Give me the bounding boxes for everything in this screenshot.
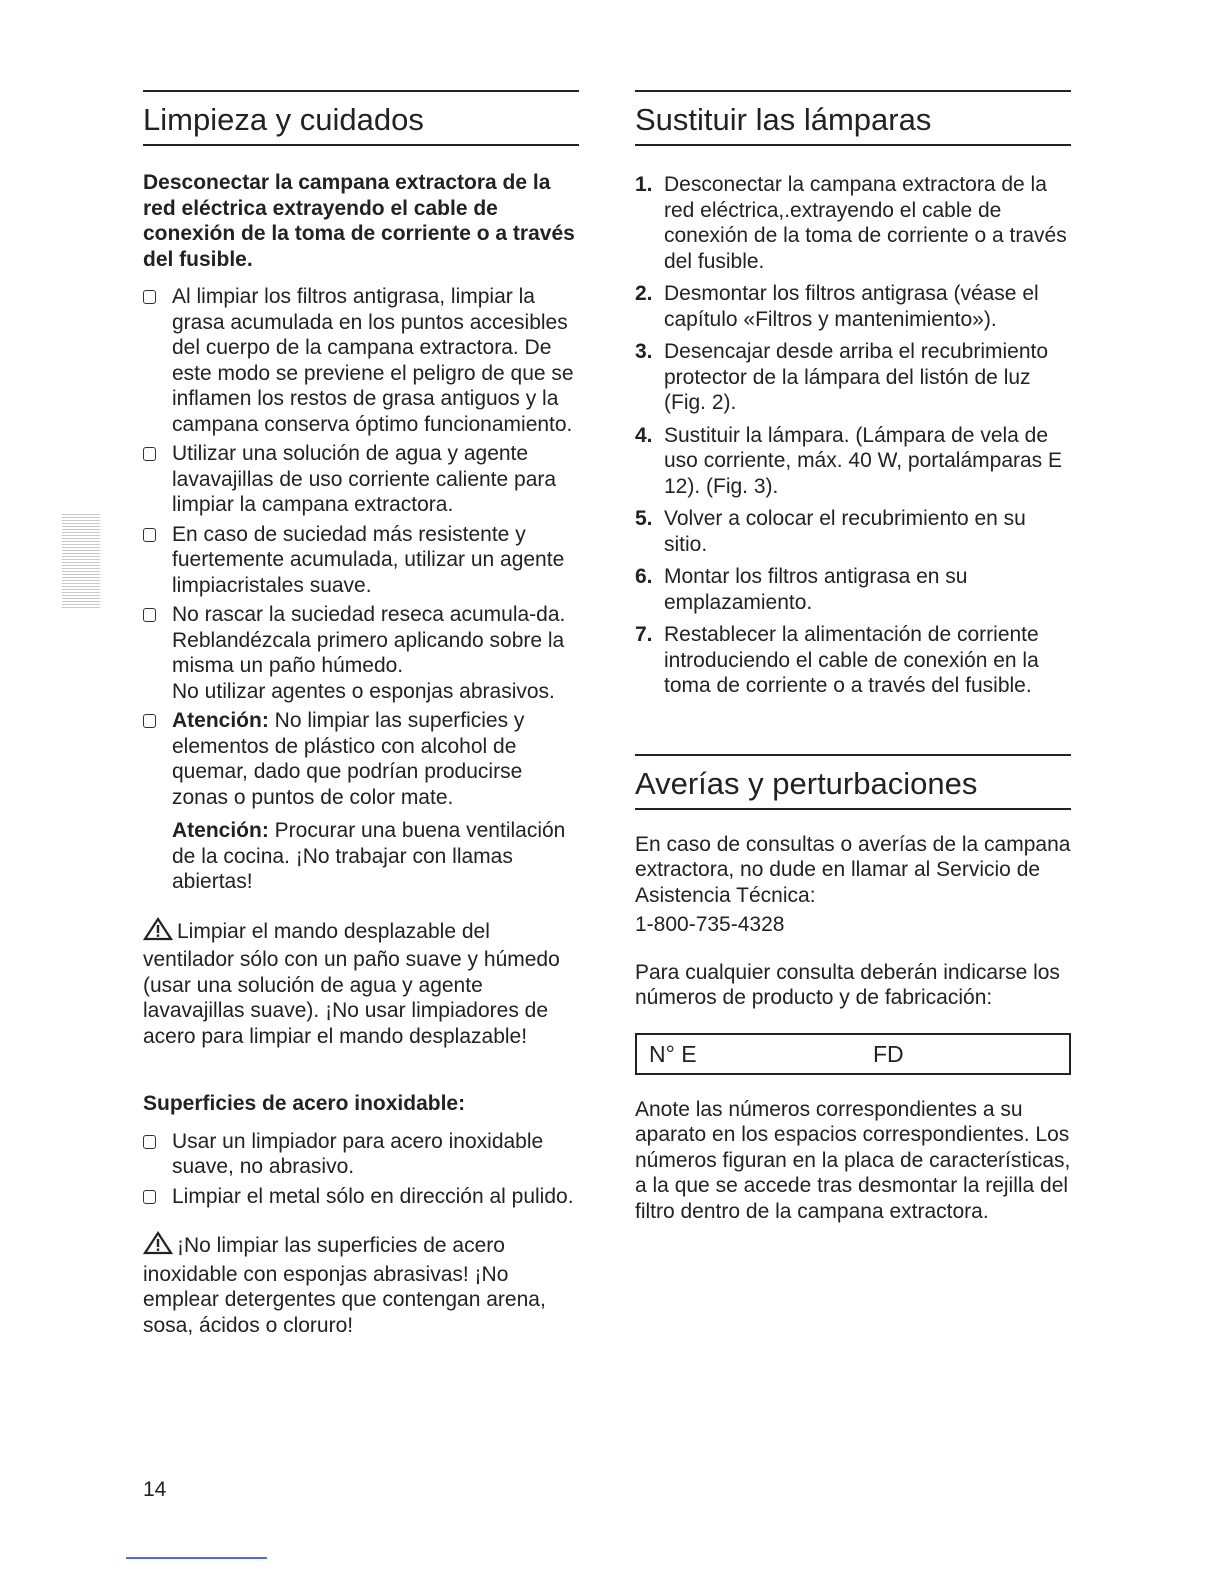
list-item: 2. Desmontar los filtros antigrasa (véase el capítulo «Filtros y mantenimiento»). — [635, 282, 1039, 331]
list-item: No rascar la suciedad reseca acumula-da. Reblandézcala primero aplicando sobre la misma un paño húmedo. No utilizar agentes o esponjas abrasivos. — [143, 602, 579, 704]
list-item: Al limpiar los filtros antigrasa, limpiar la grasa acumulada en los puntos accesibles del cuerpo de la campana extractora. De este modo se previene el peligro de que se inflamen los restos de grasa antiguos y la campana conserva óptimo funcionamiento. — [143, 284, 579, 437]
list-item: Limpiar el metal sólo en dirección al pulido. — [143, 1184, 579, 1210]
checkbox-bullet-icon — [143, 447, 156, 461]
section-title-faults: Averías y perturbaciones — [635, 754, 1071, 810]
checkbox-bullet-icon — [143, 1135, 156, 1149]
fd-number-label: FD — [873, 1040, 904, 1067]
list-item: 3. Desencajar desde arriba el recubrimiento protector de la lámpara del listón de luz (Fig. 2). — [635, 340, 1049, 414]
list-item: Atención: No limpiar las superficies y elementos de plástico con alcohol de quemar, dado que podrían producirse zonas o puntos de color mate. Atención: Procurar una buena ventilación de la cocina. ¡No trabajar con llamas abiertas! — [143, 708, 579, 895]
ventilation-note: Atención: Procurar una buena ventilación de la cocina. ¡No trabajar con llamas abiertas! — [172, 819, 566, 893]
disconnect-instruction: Desconectar la campana extractora de la red eléctrica extrayendo el cable de conexión de la toma de corriente o a través del fusible. — [143, 171, 575, 271]
service-phone: 1-800-735-4328 — [635, 913, 785, 936]
list-item: 6. Montar los filtros antigrasa en su emplazamiento. — [635, 565, 968, 614]
list-item: 4. Sustituir la lámpara. (Lámpara de vela de uso corriente, máx. 40 W, portalámparas E 12). (Fig. 3). — [635, 423, 1063, 498]
faults-paragraph: En caso de consultas o averías de la campana extractora, no dude en llamar al Servicio de Asistencia Técnica: — [635, 832, 1071, 907]
numbers-paragraph: Para cualquier consulta deberán indicarse los números de producto y de fabricación: — [635, 960, 1060, 1009]
list-item: En caso de suciedad más resistente y fuertemente acumulada, utilizar un agente limpiacristales suave. — [143, 522, 579, 599]
warning-triangle-icon — [143, 917, 173, 948]
warning-steel: ¡No limpiar las superficies de acero inoxidable con esponjas abrasivas! ¡No emplear detergentes que contengan arena, sosa, ácidos o cloruro! — [143, 1231, 579, 1338]
cleaning-list — [143, 284, 579, 895]
left-column — [143, 90, 579, 1338]
page-number: 14 — [143, 1478, 167, 1501]
right-column — [635, 90, 1071, 1224]
list-item: 1. Desconectar la campana extractora de la red eléctrica,.extrayendo el cable de conexión de la toma de corriente o a través del fusible. — [635, 173, 1067, 273]
list-item: Utilizar una solución de agua y agente lavavajillas de uso corriente caliente para limpiar la campana extractora. — [143, 441, 579, 518]
list-item: 5. Volver a colocar el recubrimiento en su sitio. — [635, 507, 1026, 556]
footer-rule — [126, 1557, 267, 1559]
list-item: Usar un limpiador para acero inoxidable suave, no abrasivo. — [143, 1129, 579, 1180]
checkbox-bullet-icon — [143, 290, 156, 304]
checkbox-bullet-icon — [143, 528, 156, 542]
list-item: 7. Restablecer la alimentación de corriente introduciendo el cable de conexión en la toma de corriente o a través del fusible. — [635, 623, 1039, 697]
checkbox-bullet-icon — [143, 608, 156, 622]
e-number-label: N° E — [649, 1040, 697, 1067]
checkbox-bullet-icon — [143, 1190, 156, 1204]
rating-plate-paragraph: Anote las números correspondientes a su aparato en los espacios correspondientes. Los números figuran en la placa de características, a la que se accede tras desmontar la rejilla del filtro dentro de la campana extractora. — [635, 1097, 1071, 1223]
serial-number-box — [635, 1033, 1071, 1075]
warning-slider: Limpiar el mando desplazable del ventilador sólo con un paño suave y húmedo (usar una solución de agua y agente lavavajillas suave). ¡No usar limpiadores de acero para limpiar el mando desplazable! — [143, 917, 579, 1050]
lamp-steps — [635, 172, 1071, 699]
checkbox-bullet-icon — [143, 714, 156, 728]
steel-heading: Superficies de acero inoxidable: — [143, 1092, 466, 1115]
scan-artifact — [62, 512, 100, 608]
section-title-cleaning: Limpieza y cuidados — [143, 90, 579, 146]
section-title-lamps: Sustituir las lámparas — [635, 90, 1071, 146]
steel-list — [143, 1129, 579, 1210]
warning-triangle-icon — [143, 1231, 173, 1262]
